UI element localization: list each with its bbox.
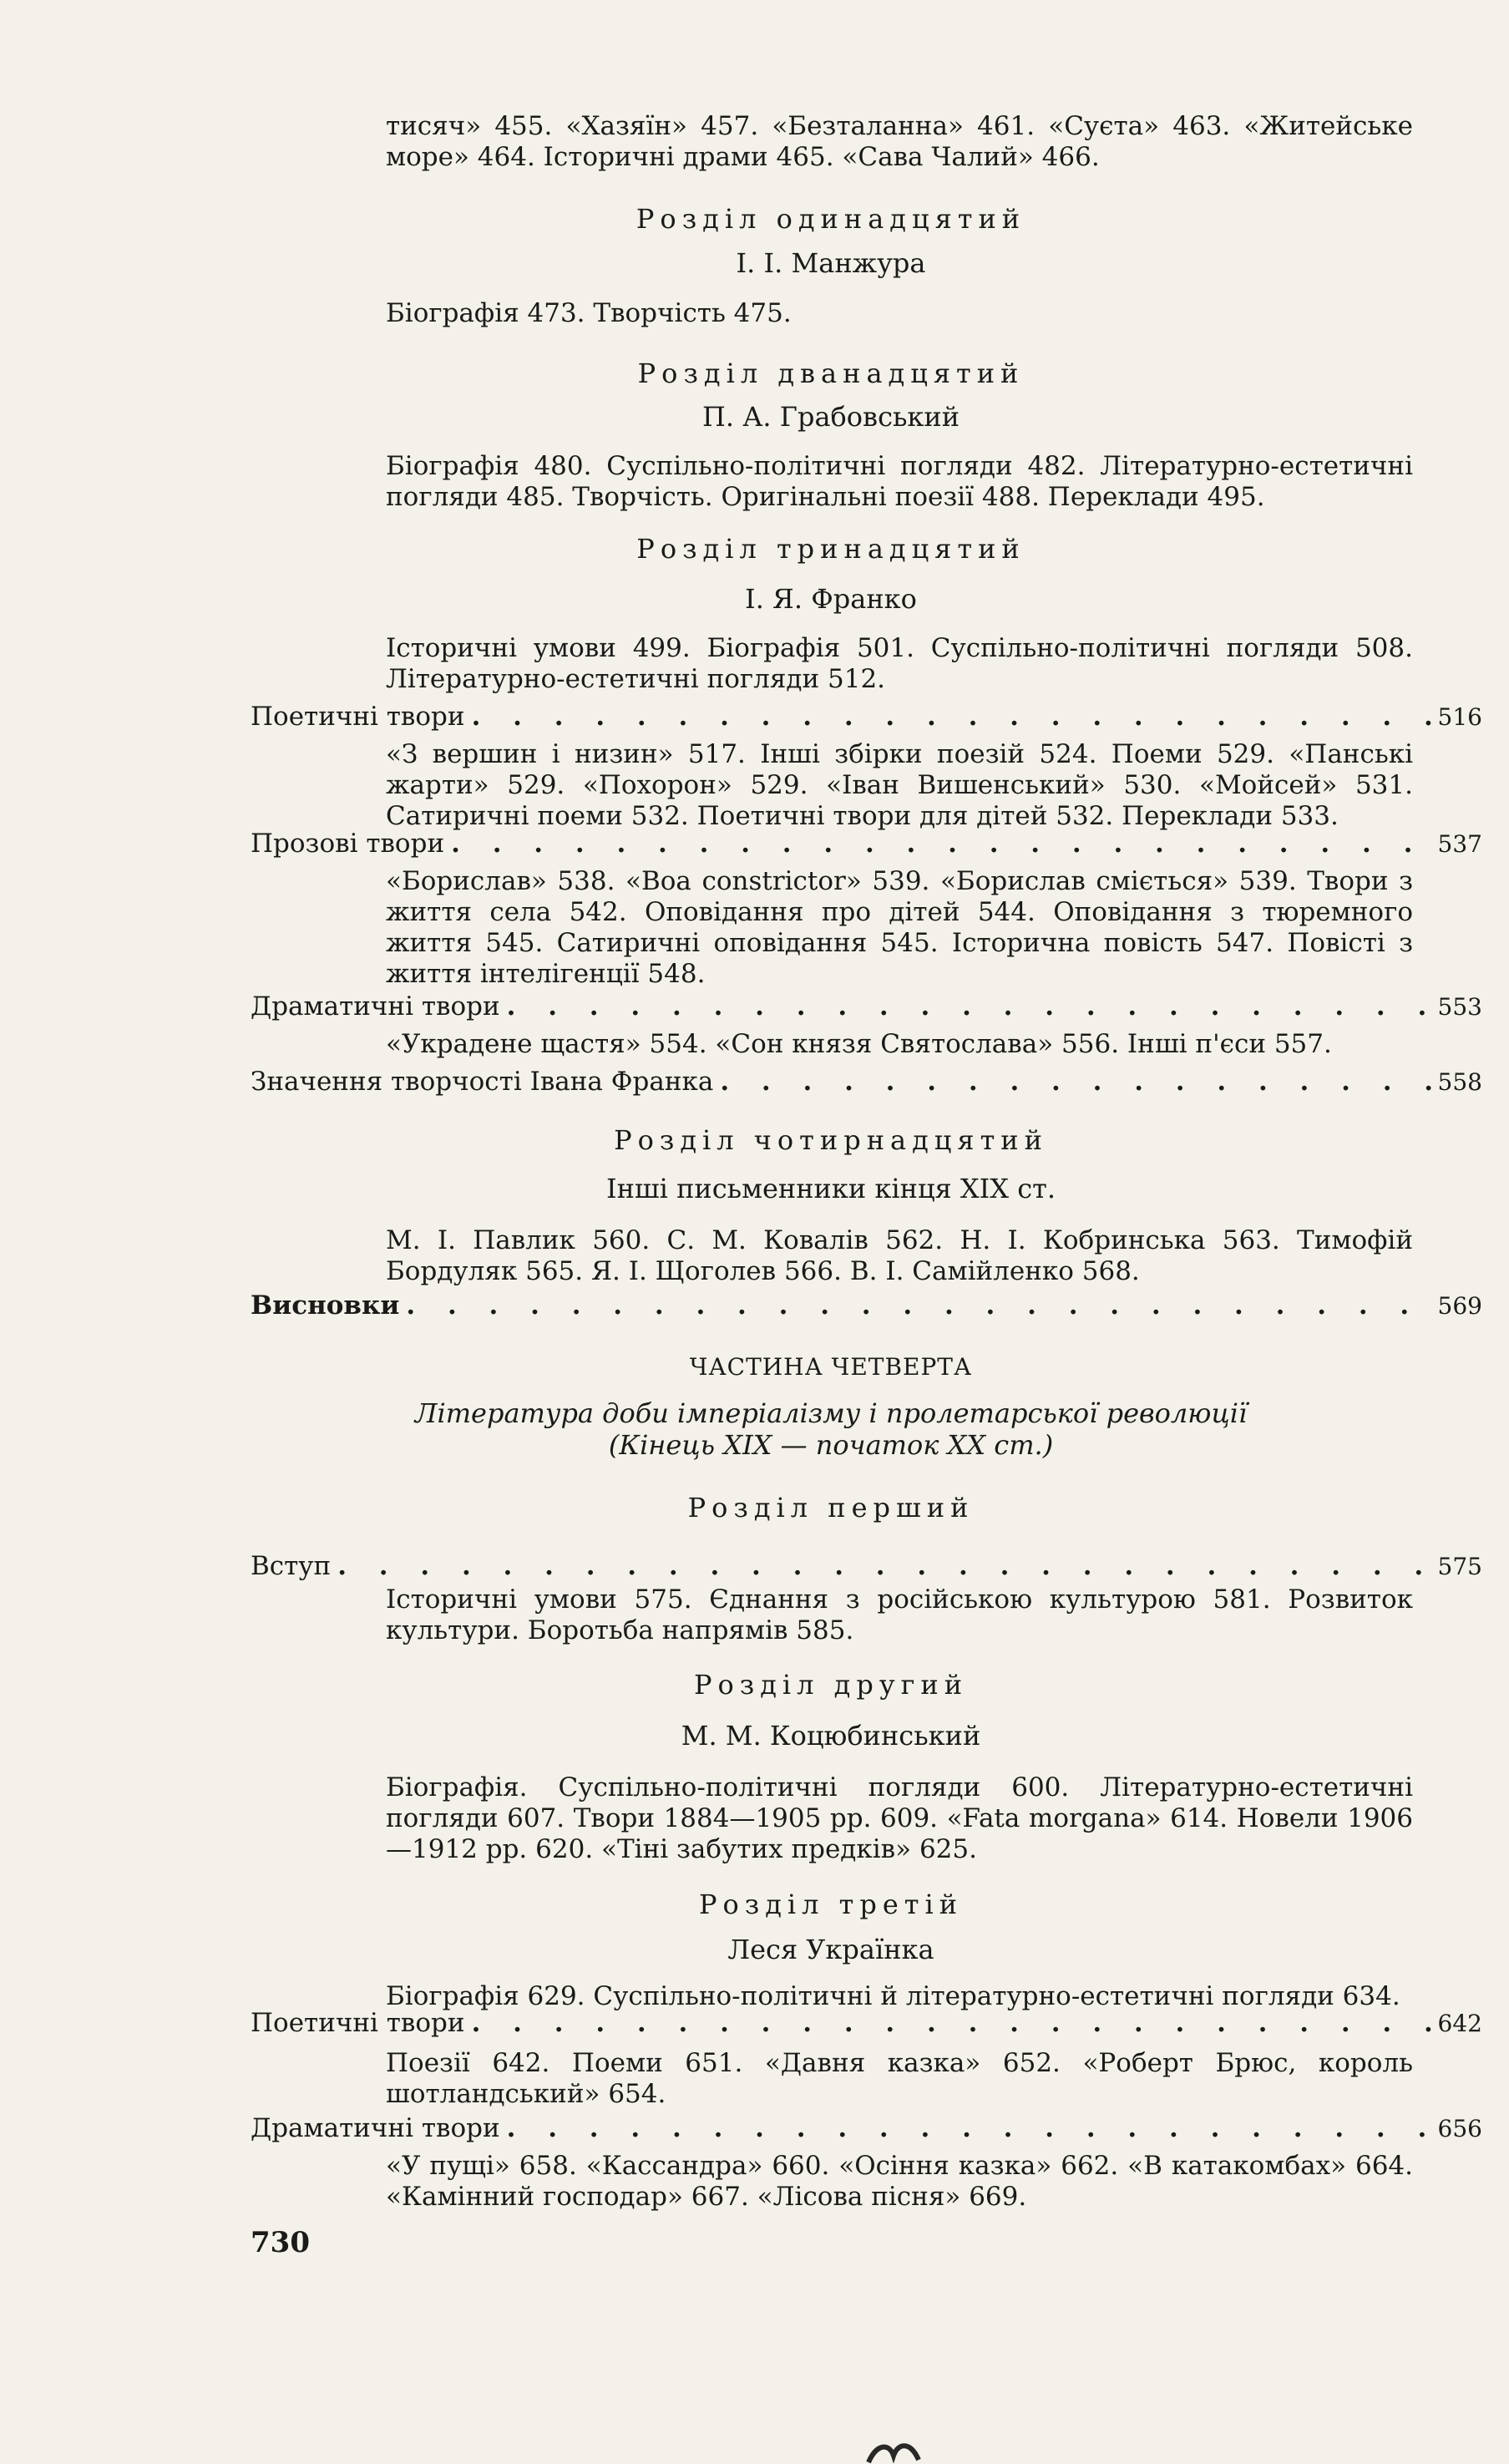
chapter-subject-14: Інші письменники кінця XIX ст.: [605, 1173, 1056, 1204]
toc-page-number: 569: [1437, 1292, 1482, 1320]
toc-entry-conclusions: [251, 1290, 1482, 1321]
dramatic-works-2-contents: «У пущі» 658. «Кассандра» 660. «Осіння казка» 662. «В катакомбах» 664. «Камінний господар» 667. «Лісова пісня» 669.: [386, 2151, 1413, 2212]
toc-leader-dots: [472, 2008, 1431, 2039]
toc-leader-dots: [451, 829, 1431, 859]
dramatic-works-contents: «Украдене щастя» 554. «Сон князя Святослава» 556. Інші п'єси 557.: [386, 1029, 1332, 1059]
toc-label: Драматичні твори: [251, 991, 500, 1022]
prose-works-contents: «Борислав» 538. «Boa constrictor» 539. «Борислав сміється» 539. Твори з життя села 542. Оповідання про дітей 544. Оповідання з тюремного життя 545. Сатиричні оповідання 545. Історична повість 547. Повісті з життя інтелігенції 548.: [386, 866, 1413, 989]
ink-mark-icon: [864, 2439, 923, 2464]
chapter-subject-12: П. А. Грабовський: [701, 401, 960, 433]
chapter-subject-11: І. І. Манжура: [736, 247, 926, 279]
chapter-14-contents: М. І. Павлик 560. С. М. Ковалів 562. Н. І. Кобринська 563. Тимофій Бордуляк 565. Я. І. Щоголев 566. В. І. Самійленко 568.: [386, 1225, 1413, 1286]
toc-leader-dots: [507, 991, 1431, 1022]
toc-leader-dots: [337, 1551, 1431, 1582]
chapter-11-contents: Біографія 473. Творчість 475.: [386, 298, 792, 328]
chapter-13-contents: Історичні умови 499. Біографія 501. Суспільно-політичні погляди 508. Літературно-естетичні погляди 512.: [386, 633, 1413, 694]
toc-entry-dramatic-works-2: [251, 2113, 1482, 2144]
toc-entry-franko-significance: [251, 1067, 1482, 1098]
chapter-subject-3: Леся Українка: [727, 1934, 934, 1965]
chapter-heading-1: Розділ перший: [687, 1492, 975, 1524]
toc-leader-dots: [720, 1067, 1431, 1098]
poetic-works-contents: «З вершин і низин» 517. Інші збірки поезій 524. Поеми 529. «Панські жарти» 529. «Похорон» 529. «Іван Вишенський» 530. «Мойсей» 531. Сатиричні поеми 532. Поетичні твори для дітей 532. Переклади 533.: [386, 739, 1413, 831]
toc-entry-introduction: [251, 1551, 1482, 1582]
toc-page-number: 553: [1437, 993, 1482, 1021]
chapter-heading-13: Розділ тринадцятий: [636, 533, 1025, 565]
toc-page-number: 516: [1437, 703, 1482, 731]
chapter-12-contents: Біографія 480. Суспільно-політичні погляди 482. Літературно-естетичні погляди 485. Творчість. Оригінальні поезії 488. Переклади 495.: [386, 451, 1413, 512]
poetic-works-2-contents: Поезії 642. Поеми 651. «Давня казка» 652. «Роберт Брюс, король шотландський» 654.: [386, 2048, 1413, 2109]
toc-label: Драматичні твори: [251, 2113, 500, 2143]
toc-label: Прозові твори: [251, 829, 445, 859]
chapter-heading-2: Розділ другий: [693, 1669, 969, 1701]
toc-label: Поетичні твори: [251, 2008, 465, 2038]
chapter-3-contents: Біографія 629. Суспільно-політичні й літературно-естетичні погляди 634.: [386, 1981, 1400, 2011]
toc-label: Поетичні твори: [251, 702, 465, 732]
toc-leader-dots: [472, 702, 1431, 733]
toc-entry-dramatic-works: [251, 991, 1482, 1022]
toc-page-number: 537: [1437, 830, 1482, 858]
toc-entry-prose-works: [251, 829, 1482, 859]
chapter-subject-2: М. М. Коцюбинський: [681, 1720, 981, 1752]
chapter-2-contents: Біографія. Суспільно-політичні погляди 600. Літературно-естетичні погляди 607. Твори 1884—1905 рр. 609. «Fata morgana» 614. Новели 1906—1912 рр. 620. «Тіні забутих предків» 625.: [386, 1772, 1413, 1864]
toc-page-number: 575: [1437, 1553, 1482, 1580]
chapter-subject-13: І. Я. Франко: [745, 583, 917, 615]
chapter-heading-14: Розділ чотирнадцятий: [614, 1124, 1048, 1156]
toc-page-number: 642: [1437, 2010, 1482, 2037]
page-number: 730: [251, 2226, 310, 2259]
part-heading: ЧАСТИНА ЧЕТВЕРТА: [689, 1353, 973, 1381]
toc-page-number: 558: [1437, 1068, 1482, 1096]
toc-entry-poetic-works: [251, 702, 1482, 733]
toc-leader-dots: [406, 1290, 1431, 1321]
toc-entry-poetic-works-2: [251, 2008, 1482, 2039]
introduction-contents: Історичні умови 575. Єднання з російською культурою 581. Розвиток культури. Боротьба напрямів 585.: [386, 1584, 1413, 1645]
toc-leader-dots: [507, 2113, 1431, 2144]
chapter-heading-11: Розділ одинадцятий: [636, 203, 1026, 235]
toc-label: Висновки: [251, 1290, 400, 1321]
toc-label: Вступ: [251, 1551, 332, 1581]
toc-label: Значення творчості Івана Франка: [251, 1067, 714, 1097]
chapter-heading-3: Розділ третій: [698, 1889, 964, 1920]
part-title-line-2: (Кінець XIX — початок XX ст.): [608, 1429, 1054, 1461]
paragraph-continuation: тисяч» 455. «Хазяїн» 457. «Безталанна» 461. «Суєта» 463. «Житейське море» 464. Історичні драми 465. «Сава Чалий» 466.: [386, 111, 1413, 172]
part-title-line-1: Література доби імперіалізму і пролетарської революції: [414, 1397, 1248, 1429]
chapter-heading-12: Розділ дванадцятий: [637, 357, 1025, 389]
toc-page-number: 656: [1437, 2115, 1482, 2142]
